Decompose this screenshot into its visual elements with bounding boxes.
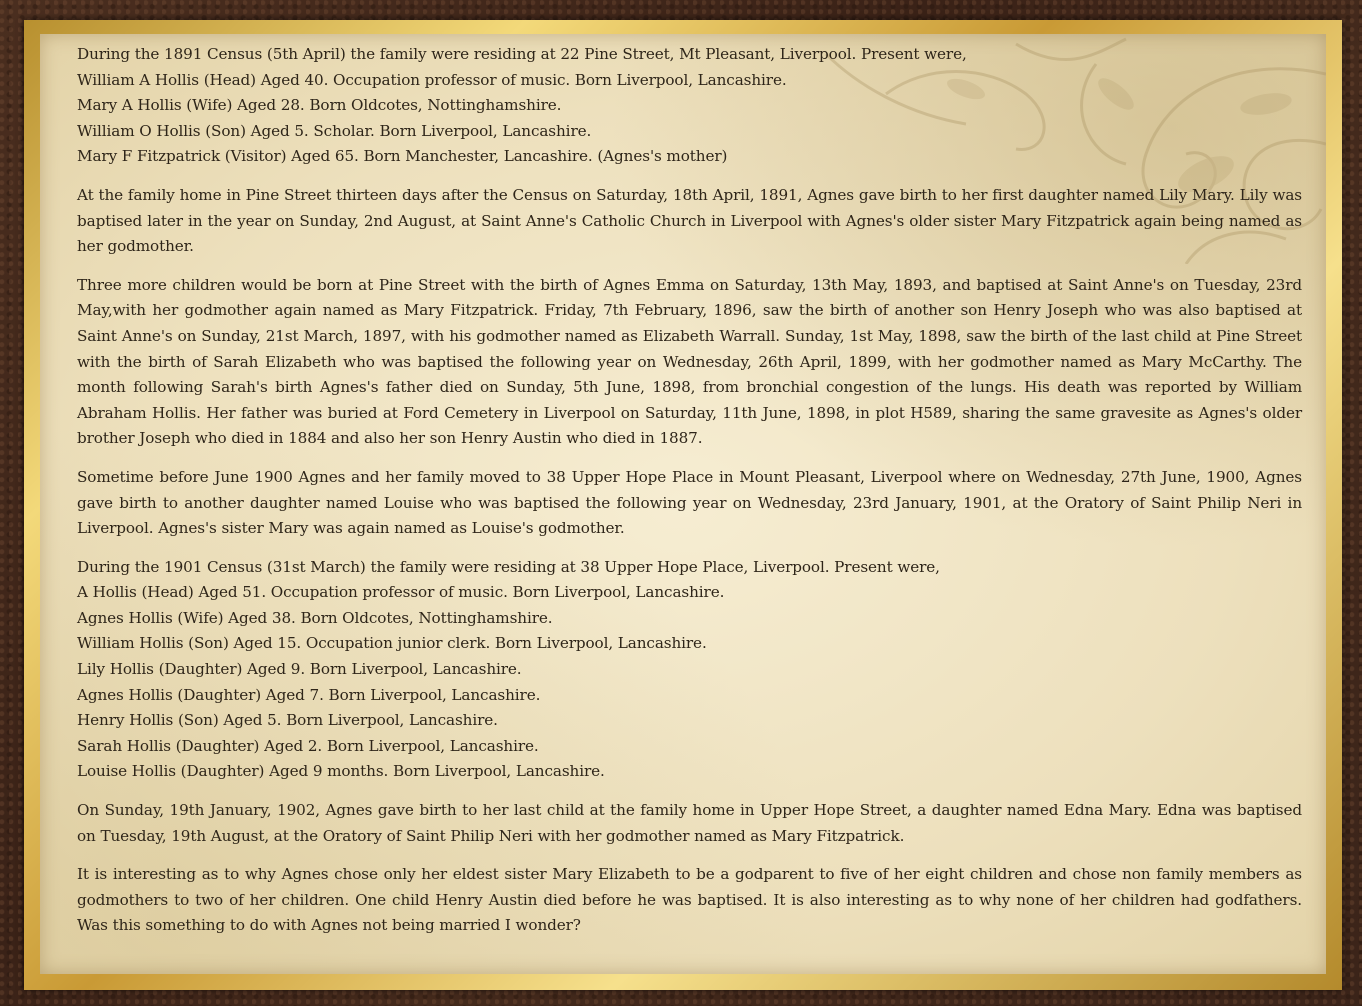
census-1891-block (77, 42, 1302, 170)
census-1891-member: William A Hollis (Head) Aged 40. Occupation professor of music. Born Liverpool, Lancashire. (77, 70, 787, 89)
census-1891-intro: During the 1891 Census (5th April) the family were residing at 22 Pine Street, Mt Pleasant, Liverpool. Present were, (77, 45, 967, 63)
census-1901-member: Agnes Hollis (Wife) Aged 38. Born Oldcotes, Nottinghamshire. (77, 608, 553, 627)
census-1891-member: William O Hollis (Son) Aged 5. Scholar. Born Liverpool, Lancashire. (77, 121, 592, 140)
census-1901-member: Sarah Hollis (Daughter) Aged 2. Born Liverpool, Lancashire. (77, 736, 539, 755)
census-1901-member: Lily Hollis (Daughter) Aged 9. Born Liverpool, Lancashire. (77, 660, 522, 679)
census-1891-member: Mary A Hollis (Wife) Aged 28. Born Oldcotes, Nottinghamshire. (77, 96, 562, 115)
paragraph-closing: It is interesting as to why Agnes chose only her eldest sister Mary Elizabeth to be a godparent to five of her eight children and chose non family members as godmothers to two of her children. One child Henry Austin died before he was baptised. It is also interesting as to why none of her children had godfathers. Was this something to do with Agnes not being married I wonder? (77, 865, 1302, 935)
census-1891-member: Mary F Fitzpatrick (Visitor) Aged 65. Born Manchester, Lancashire. (Agnes's mother) (77, 147, 728, 166)
census-1901-member: Louise Hollis (Daughter) Aged 9 months. Born Liverpool, Lancashire. (77, 762, 605, 781)
census-1901-block (77, 555, 1302, 785)
paragraph-pine-street-children: Three more children would be born at Pine Street with the birth of Agnes Emma on Saturday, 13th May, 1893, and baptised at Saint Anne's on Tuesday, 23rd May,with her godmother again named as Mary Fitzpatrick. Friday, 7th February, 1896, saw the birth of another son Henry Joseph who was also baptised at Saint Anne's on Sunday, 21st March, 1897, with his godmother named as Elizabeth Warrall. Sunday, 1st May, 1898, saw the birth of the last child at Pine Street with the birth of Sarah Elizabeth who was baptised the following year on Wednesday, 26th April, 1899, with her godmother named as Mary McCarthy. The month following Sarah's birth Agnes's father died on Sunday, 5th June, 1898, from bronchial congestion of the lungs. His death was reported by William Abraham Hollis. Her father was buried at Ford Cemetery in Liverpool on Saturday, 11th June, 1898, in plot H589, sharing the same gravesite as Agnes's older brother Joseph who died in 1884 and also her son Henry Austin who died in 1887. (77, 275, 1302, 448)
census-1901-member: William Hollis (Son) Aged 15. Occupation junior clerk. Born Liverpool, Lancashire. (77, 634, 707, 653)
document-body (77, 42, 1302, 952)
gold-frame (24, 20, 1342, 990)
census-1901-member: Agnes Hollis (Daughter) Aged 7. Born Liverpool, Lancashire. (77, 685, 541, 704)
parchment-page (40, 34, 1326, 974)
census-1901-member: Henry Hollis (Son) Aged 5. Born Liverpool, Lancashire. (77, 711, 498, 730)
census-1901-intro: During the 1901 Census (31st March) the family were residing at 38 Upper Hope Place, Liverpool. Present were, (77, 557, 940, 576)
paragraph-edna-birth: On Sunday, 19th January, 1902, Agnes gave birth to her last child at the family home in Upper Hope Street, a daughter named Edna Mary. Edna was baptised on Tuesday, 19th August, at the Oratory of Saint Philip Neri with her godmother named as Mary Fitzpatrick. (77, 801, 1302, 845)
census-1901-member: A Hollis (Head) Aged 51. Occupation professor of music. Born Liverpool, Lancashire. (77, 583, 725, 602)
paragraph-upper-hope-place: Sometime before June 1900 Agnes and her family moved to 38 Upper Hope Place in Mount Pleasant, Liverpool where on Wednesday, 27th June, 1900, Agnes gave birth to another daughter named Louise who was baptised the following year on Wednesday, 23rd January, 1901, at the Oratory of Saint Philip Neri in Liverpool. Agnes's sister Mary was again named as Louise's godmother. (77, 467, 1302, 538)
paragraph-lily-birth: At the family home in Pine Street thirteen days after the Census on Saturday, 18th April, 1891, Agnes gave birth to her first daughter named Lily Mary. Lily was baptised later in the year on Sunday, 2nd August, at Saint Anne's Catholic Church in Liverpool with Agnes's older sister Mary Fitzpatrick again being named as her godmother. (77, 185, 1302, 256)
